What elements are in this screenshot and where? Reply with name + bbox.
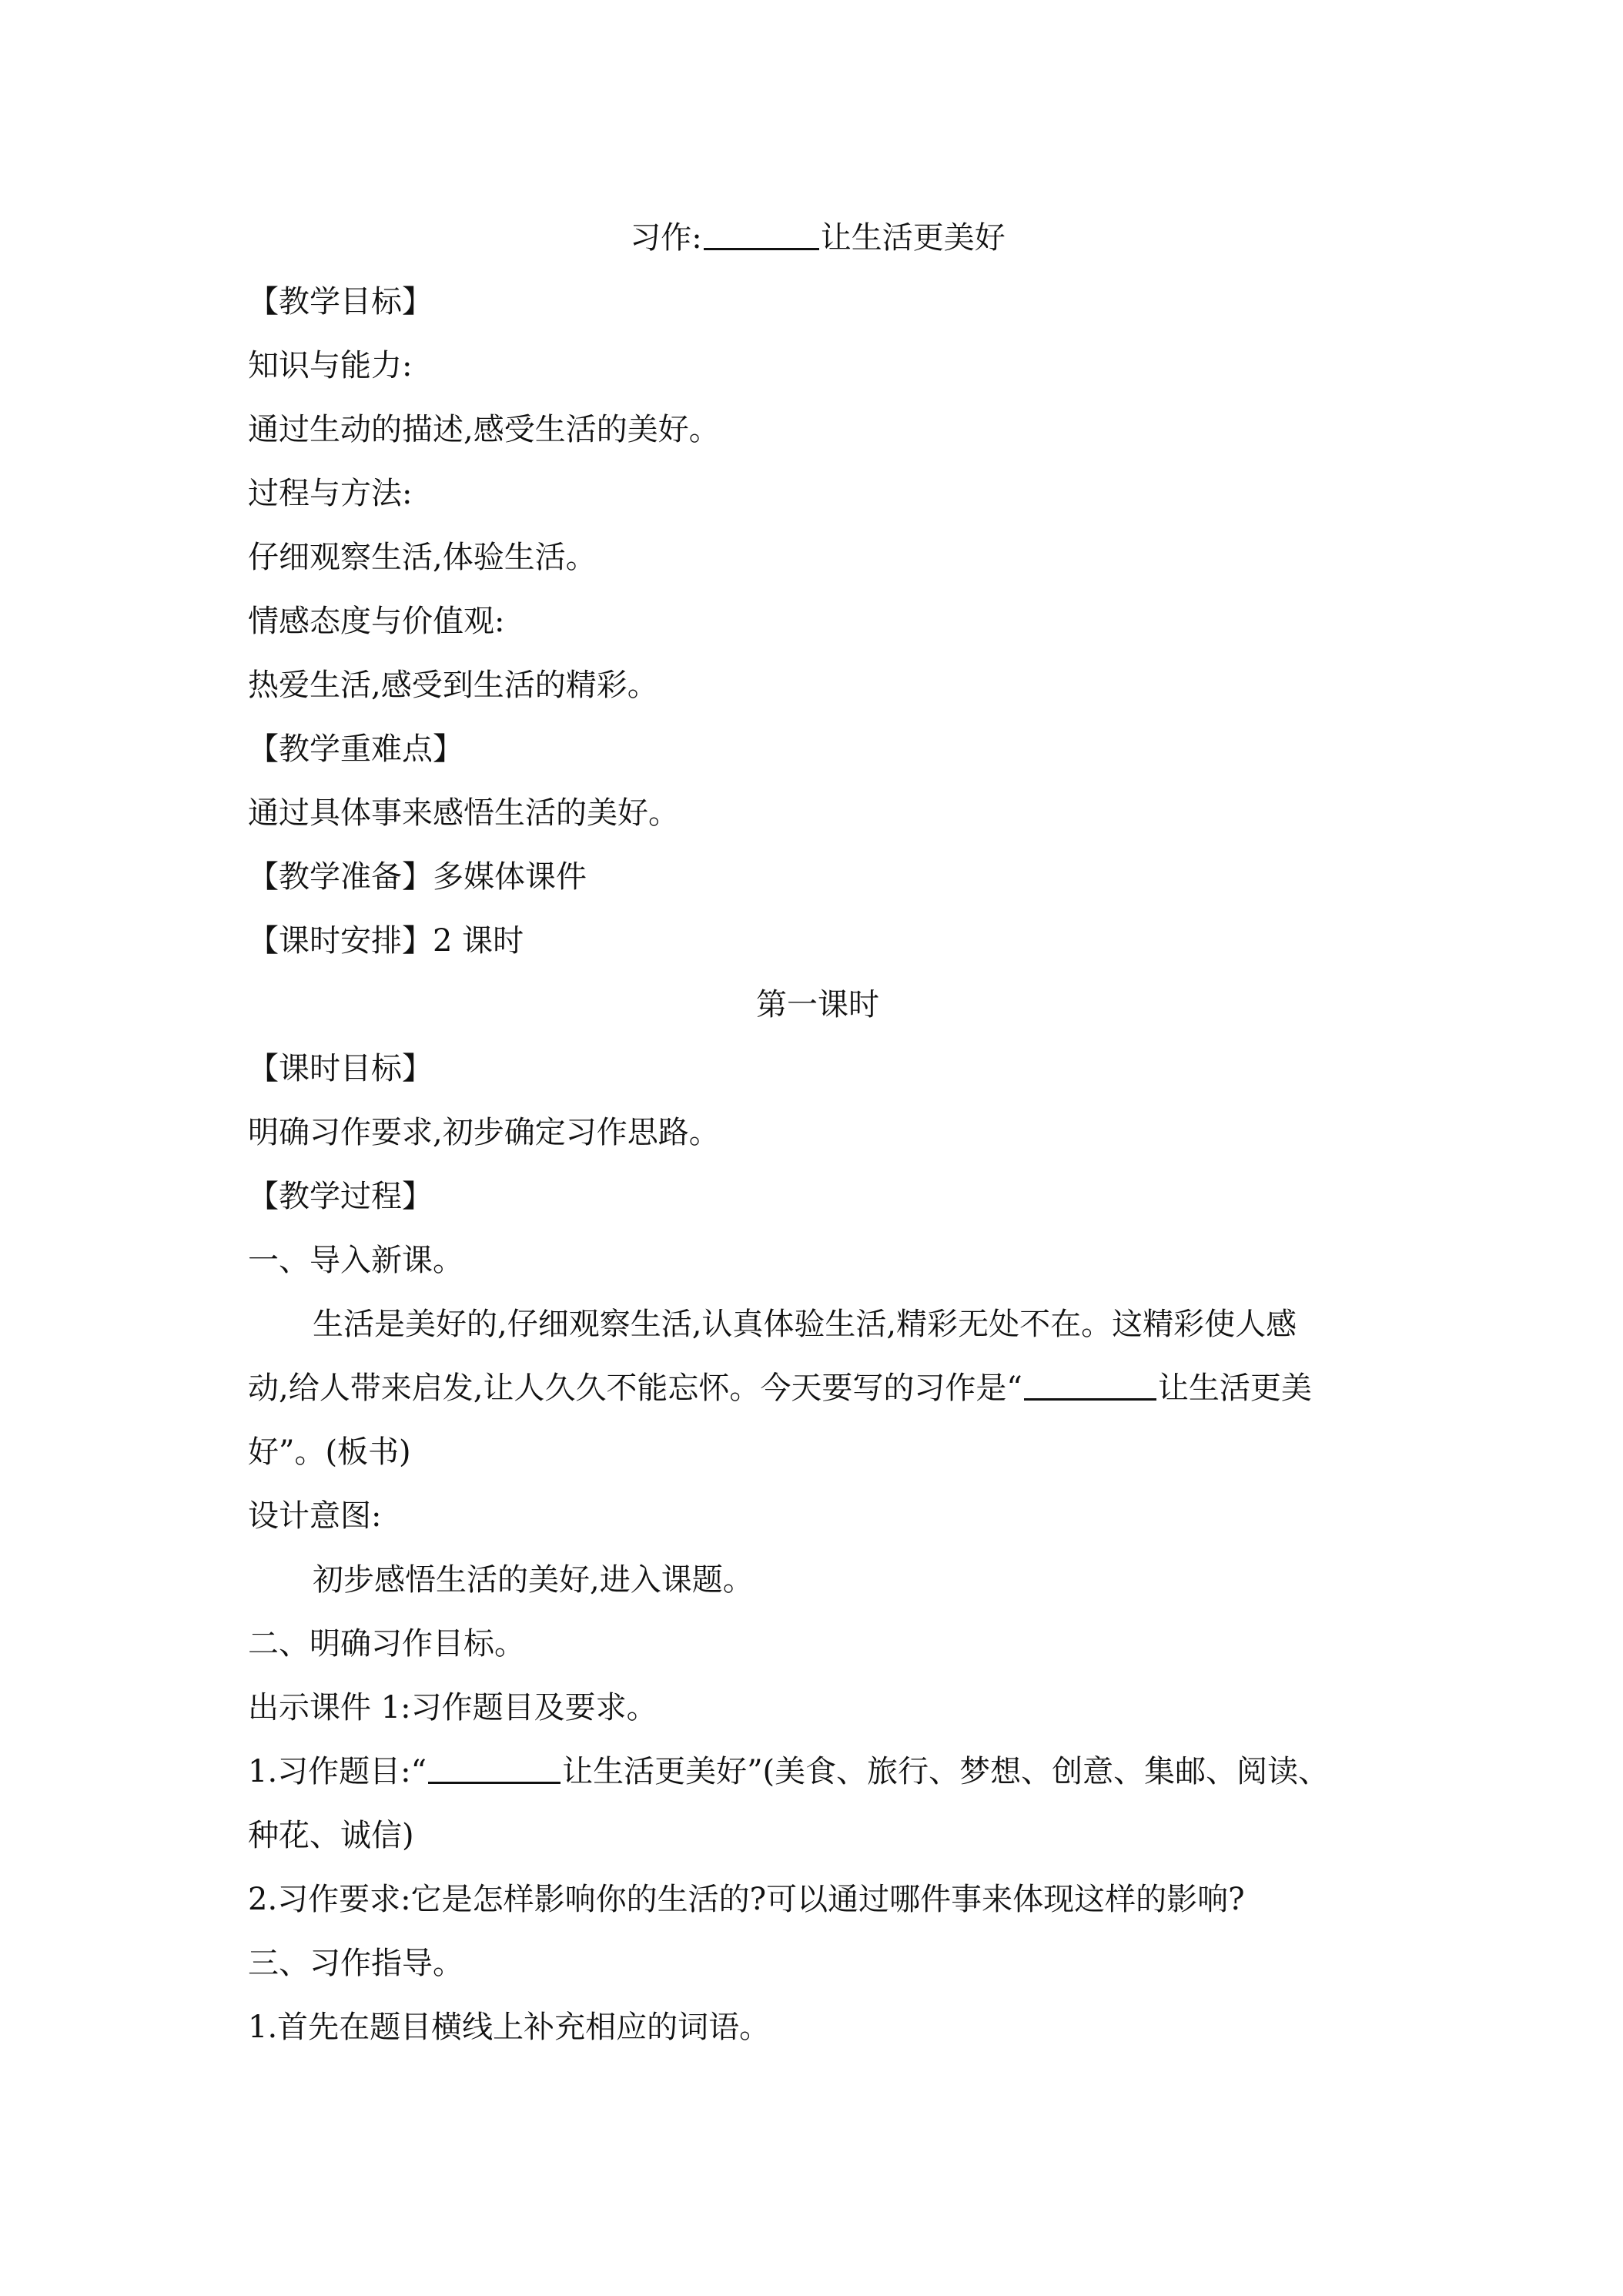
- step2-heading: 二、明确习作目标。: [248, 1626, 525, 1662]
- topic-line-end: 让生活更美好”(美食、旅行、梦想、创意、集邮、阅读、: [562, 1754, 1330, 1789]
- document-content: [248, 206, 1387, 2060]
- step1-blank-line: [1024, 1367, 1156, 1401]
- step1-paragraph-line2-start: 动,给人带来启发,让人久久不能忘怀。今天要写的习作是“: [248, 1371, 1022, 1406]
- process-label: 过程与方法:: [248, 476, 413, 511]
- emotion-text: 热爱生活,感受到生活的精彩。: [248, 668, 658, 703]
- topic-line: [248, 1740, 1387, 1804]
- step1-paragraph-line2: [248, 1357, 1387, 1421]
- lesson-title: 第一课时: [756, 987, 879, 1022]
- step1-paragraph-line1: 生活是美好的,仔细观察生活,认真体验生活,精彩无处不在。这精彩使人感: [313, 1307, 1297, 1342]
- requirement-line: 2.习作要求:它是怎样影响你的生活的?可以通过哪件事来体现这样的影响?: [248, 1882, 1245, 1917]
- process-text: 仔细观察生活,体验生活。: [248, 540, 597, 575]
- topic-line-start: 1.习作题目:“: [248, 1754, 427, 1789]
- courseware-line: 出示课件 1:习作题目及要求。: [248, 1690, 658, 1725]
- prep-line: 【教学准备】多媒体课件: [248, 859, 587, 895]
- step3-heading: 三、习作指导。: [248, 1946, 463, 1981]
- step1-paragraph-line3: 好”。(板书): [248, 1434, 411, 1470]
- step1-heading: 一、导入新课。: [248, 1243, 463, 1278]
- knowledge-label: 知识与能力:: [248, 348, 413, 383]
- schedule-line: 【课时安排】2 课时: [248, 923, 524, 959]
- title-blank-line: [704, 217, 819, 250]
- goals-heading: 【教学目标】: [248, 284, 433, 320]
- emotion-label: 情感态度与价值观:: [248, 604, 505, 639]
- process-heading: 【教学过程】: [248, 1179, 433, 1214]
- design-text: 初步感悟生活的美好,进入课题。: [313, 1562, 754, 1598]
- guide-line1: 1.首先在题目横线上补充相应的词语。: [248, 2010, 771, 2045]
- document-title: [248, 206, 1387, 270]
- topic-line-continued: 种花、诚信): [248, 1818, 414, 1853]
- design-label: 设计意图:: [248, 1498, 382, 1534]
- title-prefix: 习作:: [630, 220, 702, 256]
- difficulty-heading: 【教学重难点】: [248, 731, 463, 767]
- difficulty-text: 通过具体事来感悟生活的美好。: [248, 795, 679, 831]
- title-suffix: 让生活更美好: [820, 220, 1006, 256]
- lesson-goals-heading: 【课时目标】: [248, 1051, 433, 1086]
- lesson-goals-text: 明确习作要求,初步确定习作思路。: [248, 1115, 720, 1150]
- topic-blank-line: [428, 1751, 561, 1784]
- step1-paragraph-line2-end: 让生活更美: [1157, 1371, 1312, 1406]
- knowledge-text: 通过生动的描述,感受生活的美好。: [248, 412, 720, 447]
